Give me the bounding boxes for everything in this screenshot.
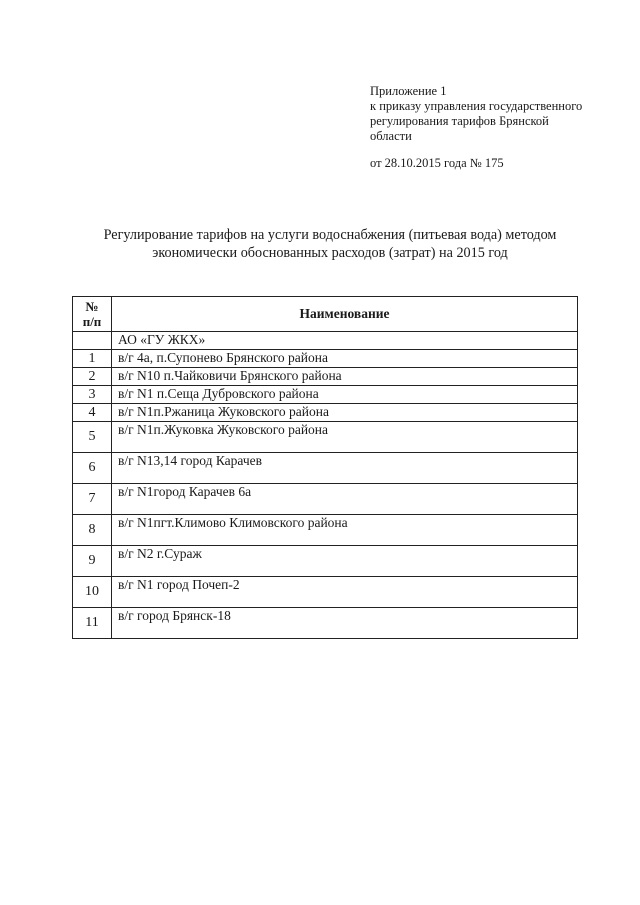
table-header-row — [73, 297, 578, 332]
appendix-line: к приказу управления государственного — [370, 99, 583, 113]
row-num: 5 — [73, 422, 112, 453]
row-name: в/г N1 п.Сеща Дубровского района — [112, 386, 578, 404]
row-num: 3 — [73, 386, 112, 404]
row-num: 7 — [73, 484, 112, 515]
row-num: 1 — [73, 350, 112, 368]
table-row — [73, 546, 578, 577]
row-num: 2 — [73, 368, 112, 386]
appendix-line: области — [370, 129, 412, 143]
org-name-cell: АО «ГУ ЖКХ» — [112, 332, 578, 350]
table-row — [73, 404, 578, 422]
table-row — [73, 484, 578, 515]
row-name: в/г N2 г.Сураж — [112, 546, 578, 577]
appendix-line: Приложение 1 — [370, 84, 447, 98]
row-num: 10 — [73, 577, 112, 608]
row-name: в/г N1п.Жуковка Жуковского района — [112, 422, 578, 453]
table-row — [73, 577, 578, 608]
table-row — [73, 368, 578, 386]
appendix-note — [370, 84, 632, 171]
row-name: в/г 4а, п.Супонево Брянского района — [112, 350, 578, 368]
row-num: 4 — [73, 404, 112, 422]
row-name: в/г N1п.Ржаница Жуковского района — [112, 404, 578, 422]
title-line: Регулирование тарифов на услуги водоснабжения (питьевая вода) методом — [103, 227, 557, 243]
tariff-table — [72, 296, 578, 639]
table-row — [73, 453, 578, 484]
header-num-label: п/п — [82, 314, 102, 329]
row-num: 9 — [73, 546, 112, 577]
appendix-line: регулирования тарифов Брянской — [370, 114, 549, 128]
document-title — [60, 226, 600, 262]
title-line: экономически обоснованных расходов (затрат) на 2015 год — [152, 245, 508, 261]
table-row — [73, 515, 578, 546]
row-num: 8 — [73, 515, 112, 546]
appendix-date: от 28.10.2015 года № 175 — [370, 156, 504, 170]
row-num: 11 — [73, 608, 112, 639]
row-name: в/г N1пгт.Климово Климовского района — [112, 515, 578, 546]
org-num-cell — [73, 332, 112, 350]
table-row — [73, 608, 578, 639]
row-name: в/г N10 п.Чайковичи Брянского района — [112, 368, 578, 386]
header-num-symbol: № — [85, 299, 99, 314]
table-row — [73, 350, 578, 368]
row-name: в/г город Брянск-18 — [112, 608, 578, 639]
row-name: в/г N1 город Почеп-2 — [112, 577, 578, 608]
table-row — [73, 386, 578, 404]
org-row — [73, 332, 578, 350]
table-row — [73, 422, 578, 453]
header-name-cell: Наименование — [112, 297, 578, 332]
row-name: в/г N13,14 город Карачев — [112, 453, 578, 484]
row-name: в/г N1город Карачев 6а — [112, 484, 578, 515]
header-num-cell — [73, 297, 112, 332]
row-num: 6 — [73, 453, 112, 484]
